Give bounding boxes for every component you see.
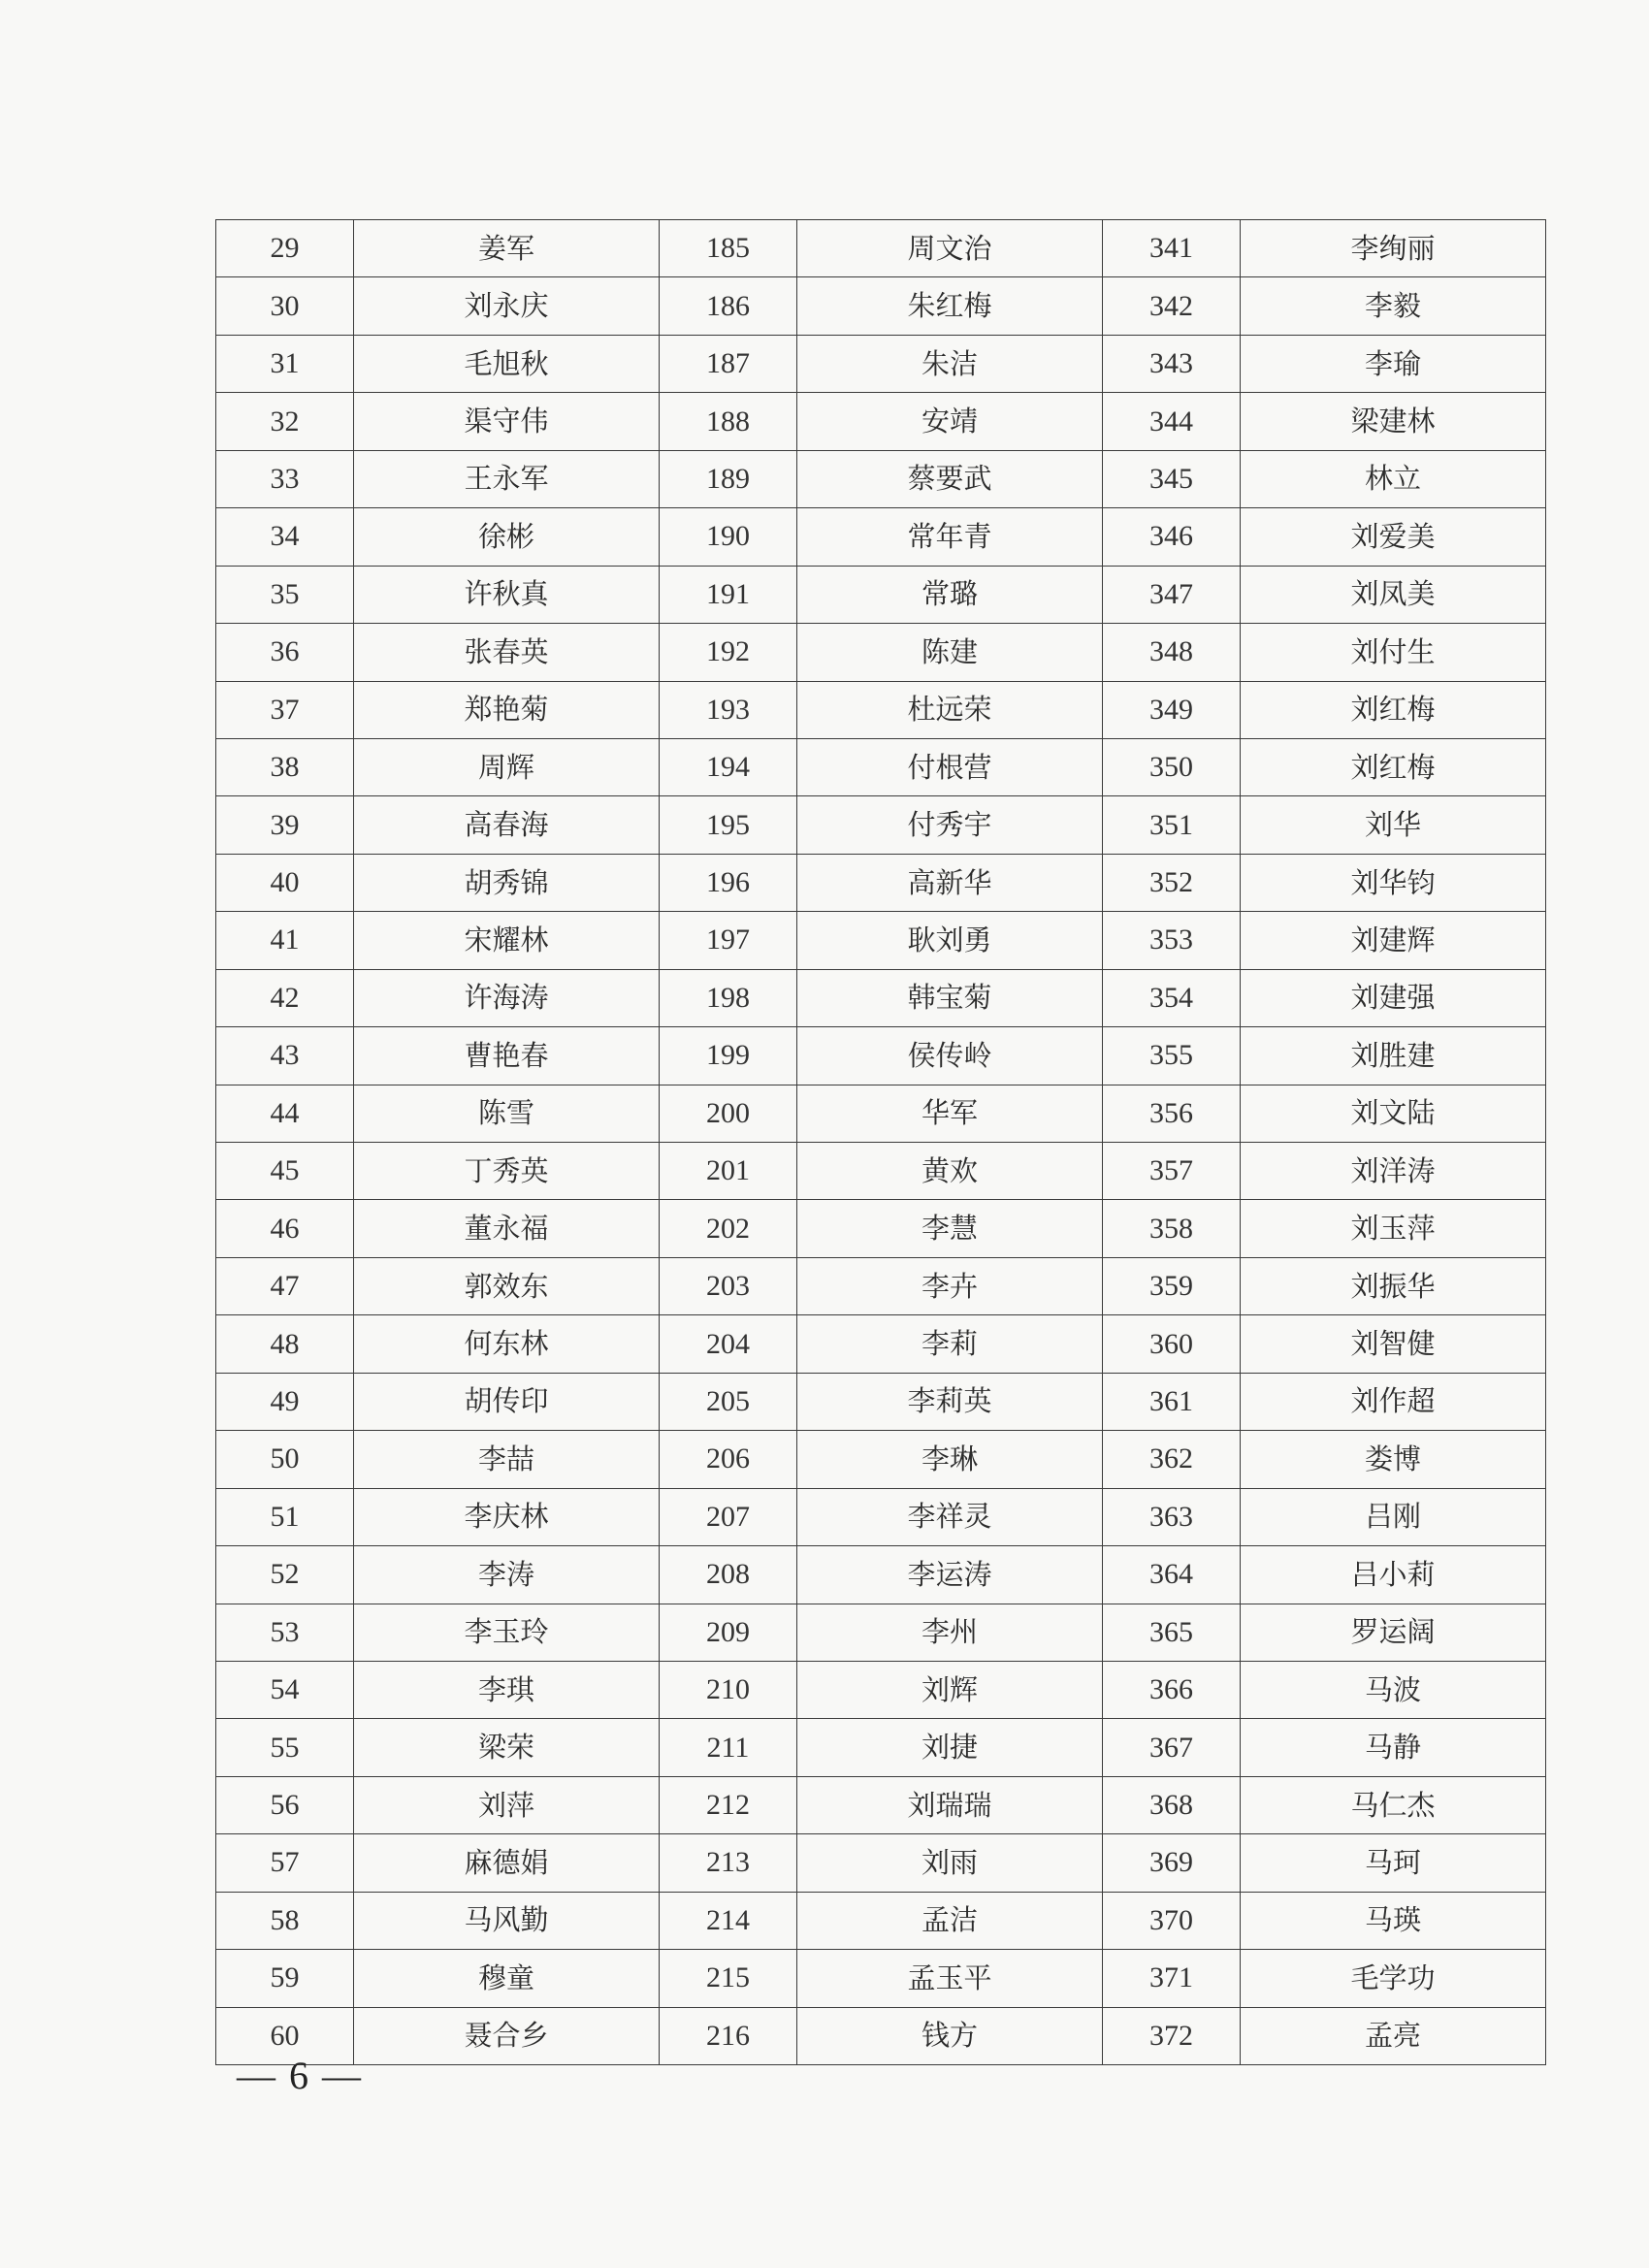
person-name-cell: 杜远荣: [797, 681, 1103, 738]
serial-number-cell: 186: [660, 277, 797, 335]
serial-number-cell: 194: [660, 738, 797, 795]
person-name-cell: 麻德娟: [354, 1834, 660, 1892]
serial-number-cell: 199: [660, 1027, 797, 1085]
person-name-cell: 付根营: [797, 738, 1103, 795]
table-row: [216, 1719, 1546, 1776]
person-name-cell: 梁荣: [354, 1719, 660, 1776]
serial-number-cell: 213: [660, 1834, 797, 1892]
table-row: [216, 1027, 1546, 1085]
person-name-cell: 李运涛: [797, 1546, 1103, 1604]
person-name-cell: 胡传印: [354, 1373, 660, 1430]
person-name-cell: 李瑜: [1241, 335, 1546, 392]
serial-number-cell: 32: [216, 393, 354, 450]
serial-number-cell: 190: [660, 508, 797, 566]
serial-number-cell: 50: [216, 1431, 354, 1488]
serial-number-cell: 191: [660, 566, 797, 623]
person-name-cell: 徐彬: [354, 508, 660, 566]
person-name-cell: 刘永庆: [354, 277, 660, 335]
serial-number-cell: 37: [216, 681, 354, 738]
serial-number-cell: 341: [1103, 220, 1241, 277]
serial-number-cell: 187: [660, 335, 797, 392]
serial-number-cell: 360: [1103, 1315, 1241, 1373]
serial-number-cell: 368: [1103, 1776, 1241, 1833]
serial-number-cell: 44: [216, 1085, 354, 1142]
serial-number-cell: 343: [1103, 335, 1241, 392]
serial-number-cell: 211: [660, 1719, 797, 1776]
serial-number-cell: 352: [1103, 854, 1241, 911]
person-name-cell: 罗运阔: [1241, 1604, 1546, 1661]
person-name-cell: 李涛: [354, 1546, 660, 1604]
table-row: [216, 624, 1546, 681]
serial-number-cell: 45: [216, 1143, 354, 1200]
table-row: [216, 738, 1546, 795]
serial-number-cell: 210: [660, 1661, 797, 1718]
serial-number-cell: 350: [1103, 738, 1241, 795]
person-name-cell: 马风勤: [354, 1892, 660, 1949]
table-row: [216, 969, 1546, 1026]
person-name-cell: 付秀宇: [797, 796, 1103, 854]
serial-number-cell: 209: [660, 1604, 797, 1661]
person-name-cell: 李莉: [797, 1315, 1103, 1373]
person-name-cell: 刘振华: [1241, 1257, 1546, 1314]
person-name-cell: 刘华: [1241, 796, 1546, 854]
person-name-cell: 安靖: [797, 393, 1103, 450]
serial-number-cell: 372: [1103, 2007, 1241, 2064]
table-row: [216, 1257, 1546, 1314]
person-name-cell: 李绚丽: [1241, 220, 1546, 277]
serial-number-cell: 49: [216, 1373, 354, 1430]
person-name-cell: 陈雪: [354, 1085, 660, 1142]
serial-number-cell: 36: [216, 624, 354, 681]
person-name-cell: 朱红梅: [797, 277, 1103, 335]
person-name-cell: 刘付生: [1241, 624, 1546, 681]
serial-number-cell: 369: [1103, 1834, 1241, 1892]
person-name-cell: 常璐: [797, 566, 1103, 623]
person-name-cell: 宋耀林: [354, 912, 660, 969]
table-row: [216, 1373, 1546, 1430]
person-name-cell: 高春海: [354, 796, 660, 854]
page-number: — 6 —: [237, 2054, 363, 2097]
serial-number-cell: 216: [660, 2007, 797, 2064]
serial-number-cell: 48: [216, 1315, 354, 1373]
person-name-cell: 张春英: [354, 624, 660, 681]
person-name-cell: 郭效东: [354, 1257, 660, 1314]
person-name-cell: 刘建辉: [1241, 912, 1546, 969]
person-name-cell: 周辉: [354, 738, 660, 795]
person-name-cell: 刘雨: [797, 1834, 1103, 1892]
serial-number-cell: 364: [1103, 1546, 1241, 1604]
table-row: [216, 450, 1546, 507]
person-name-cell: 李琪: [354, 1661, 660, 1718]
person-name-cell: 黄欢: [797, 1143, 1103, 1200]
person-name-cell: 李慧: [797, 1200, 1103, 1257]
serial-number-cell: 189: [660, 450, 797, 507]
serial-number-cell: 342: [1103, 277, 1241, 335]
person-name-cell: 穆童: [354, 1950, 660, 2007]
person-name-cell: 聂合乡: [354, 2007, 660, 2064]
person-name-cell: 胡秀锦: [354, 854, 660, 911]
table-row: [216, 1892, 1546, 1949]
serial-number-cell: 349: [1103, 681, 1241, 738]
serial-number-cell: 365: [1103, 1604, 1241, 1661]
person-name-cell: 刘红梅: [1241, 681, 1546, 738]
person-name-cell: 刘瑞瑞: [797, 1776, 1103, 1833]
person-name-cell: 刘辉: [797, 1661, 1103, 1718]
person-name-cell: 刘建强: [1241, 969, 1546, 1026]
person-name-cell: 马波: [1241, 1661, 1546, 1718]
person-name-cell: 姜军: [354, 220, 660, 277]
serial-number-cell: 367: [1103, 1719, 1241, 1776]
person-name-cell: 高新华: [797, 854, 1103, 911]
serial-number-cell: 43: [216, 1027, 354, 1085]
serial-number-cell: 206: [660, 1431, 797, 1488]
person-name-cell: 何东林: [354, 1315, 660, 1373]
serial-number-cell: 185: [660, 220, 797, 277]
person-name-cell: 李祥灵: [797, 1488, 1103, 1545]
serial-number-cell: 55: [216, 1719, 354, 1776]
person-name-cell: 娄博: [1241, 1431, 1546, 1488]
serial-number-cell: 362: [1103, 1431, 1241, 1488]
serial-number-cell: 371: [1103, 1950, 1241, 2007]
person-name-cell: 周文治: [797, 220, 1103, 277]
person-name-cell: 韩宝菊: [797, 969, 1103, 1026]
serial-number-cell: 196: [660, 854, 797, 911]
person-name-cell: 刘洋涛: [1241, 1143, 1546, 1200]
serial-number-cell: 33: [216, 450, 354, 507]
person-name-cell: 刘胜建: [1241, 1027, 1546, 1085]
serial-number-cell: 358: [1103, 1200, 1241, 1257]
person-name-cell: 刘智健: [1241, 1315, 1546, 1373]
serial-number-cell: 202: [660, 1200, 797, 1257]
serial-number-cell: 207: [660, 1488, 797, 1545]
person-name-cell: 孟玉平: [797, 1950, 1103, 2007]
serial-number-cell: 345: [1103, 450, 1241, 507]
person-name-cell: 梁建林: [1241, 393, 1546, 450]
serial-number-cell: 34: [216, 508, 354, 566]
name-list-body: [216, 220, 1546, 2065]
table-row: [216, 393, 1546, 450]
serial-number-cell: 192: [660, 624, 797, 681]
table-row: [216, 1661, 1546, 1718]
person-name-cell: 刘红梅: [1241, 738, 1546, 795]
table-row: [216, 681, 1546, 738]
person-name-cell: 吕小莉: [1241, 1546, 1546, 1604]
person-name-cell: 孟亮: [1241, 2007, 1546, 2064]
person-name-cell: 李莉英: [797, 1373, 1103, 1430]
table-row: [216, 1834, 1546, 1892]
serial-number-cell: 197: [660, 912, 797, 969]
person-name-cell: 许秋真: [354, 566, 660, 623]
table-row: [216, 1085, 1546, 1142]
person-name-cell: 李卉: [797, 1257, 1103, 1314]
table-row: [216, 1143, 1546, 1200]
person-name-cell: 侯传岭: [797, 1027, 1103, 1085]
serial-number-cell: 56: [216, 1776, 354, 1833]
person-name-cell: 吕刚: [1241, 1488, 1546, 1545]
serial-number-cell: 54: [216, 1661, 354, 1718]
serial-number-cell: 363: [1103, 1488, 1241, 1545]
serial-number-cell: 188: [660, 393, 797, 450]
serial-number-cell: 52: [216, 1546, 354, 1604]
serial-number-cell: 58: [216, 1892, 354, 1949]
serial-number-cell: 366: [1103, 1661, 1241, 1718]
table-row: [216, 854, 1546, 911]
serial-number-cell: 53: [216, 1604, 354, 1661]
serial-number-cell: 359: [1103, 1257, 1241, 1314]
serial-number-cell: 38: [216, 738, 354, 795]
serial-number-cell: 346: [1103, 508, 1241, 566]
serial-number-cell: 57: [216, 1834, 354, 1892]
person-name-cell: 刘爱美: [1241, 508, 1546, 566]
table-row: [216, 1315, 1546, 1373]
person-name-cell: 马瑛: [1241, 1892, 1546, 1949]
serial-number-cell: 51: [216, 1488, 354, 1545]
serial-number-cell: 215: [660, 1950, 797, 2007]
person-name-cell: 刘凤美: [1241, 566, 1546, 623]
serial-number-cell: 47: [216, 1257, 354, 1314]
serial-number-cell: 208: [660, 1546, 797, 1604]
serial-number-cell: 193: [660, 681, 797, 738]
person-name-cell: 刘捷: [797, 1719, 1103, 1776]
serial-number-cell: 41: [216, 912, 354, 969]
person-name-cell: 李玉玲: [354, 1604, 660, 1661]
person-name-cell: 马静: [1241, 1719, 1546, 1776]
person-name-cell: 李州: [797, 1604, 1103, 1661]
table-row: [216, 1604, 1546, 1661]
serial-number-cell: 348: [1103, 624, 1241, 681]
serial-number-cell: 46: [216, 1200, 354, 1257]
serial-number-cell: 35: [216, 566, 354, 623]
person-name-cell: 王永军: [354, 450, 660, 507]
person-name-cell: 毛学功: [1241, 1950, 1546, 2007]
person-name-cell: 陈建: [797, 624, 1103, 681]
serial-number-cell: 205: [660, 1373, 797, 1430]
person-name-cell: 华军: [797, 1085, 1103, 1142]
person-name-cell: 耿刘勇: [797, 912, 1103, 969]
table-row: [216, 912, 1546, 969]
person-name-cell: 钱方: [797, 2007, 1103, 2064]
person-name-cell: 刘玉萍: [1241, 1200, 1546, 1257]
serial-number-cell: 39: [216, 796, 354, 854]
table-row: [216, 1200, 1546, 1257]
serial-number-cell: 370: [1103, 1892, 1241, 1949]
serial-number-cell: 214: [660, 1892, 797, 1949]
person-name-cell: 李毅: [1241, 277, 1546, 335]
serial-number-cell: 203: [660, 1257, 797, 1314]
person-name-cell: 林立: [1241, 450, 1546, 507]
serial-number-cell: 212: [660, 1776, 797, 1833]
serial-number-cell: 198: [660, 969, 797, 1026]
person-name-cell: 马仁杰: [1241, 1776, 1546, 1833]
serial-number-cell: 40: [216, 854, 354, 911]
table-row: [216, 335, 1546, 392]
serial-number-cell: 356: [1103, 1085, 1241, 1142]
table-row: [216, 1431, 1546, 1488]
serial-number-cell: 60: [216, 2007, 354, 2064]
serial-number-cell: 353: [1103, 912, 1241, 969]
person-name-cell: 刘作超: [1241, 1373, 1546, 1430]
serial-number-cell: 31: [216, 335, 354, 392]
table-row: [216, 1776, 1546, 1833]
serial-number-cell: 195: [660, 796, 797, 854]
person-name-cell: 董永福: [354, 1200, 660, 1257]
table-row: [216, 2007, 1546, 2064]
person-name-cell: 李琳: [797, 1431, 1103, 1488]
table-row: [216, 796, 1546, 854]
serial-number-cell: 361: [1103, 1373, 1241, 1430]
serial-number-cell: 200: [660, 1085, 797, 1142]
serial-number-cell: 30: [216, 277, 354, 335]
serial-number-cell: 201: [660, 1143, 797, 1200]
serial-number-cell: 59: [216, 1950, 354, 2007]
serial-number-cell: 344: [1103, 393, 1241, 450]
person-name-cell: 孟洁: [797, 1892, 1103, 1949]
name-list-table: [215, 219, 1546, 2065]
person-name-cell: 李庆林: [354, 1488, 660, 1545]
table-row: [216, 220, 1546, 277]
serial-number-cell: 204: [660, 1315, 797, 1373]
table-row: [216, 277, 1546, 335]
person-name-cell: 刘文陆: [1241, 1085, 1546, 1142]
person-name-cell: 李喆: [354, 1431, 660, 1488]
table-row: [216, 566, 1546, 623]
person-name-cell: 丁秀英: [354, 1143, 660, 1200]
person-name-cell: 郑艳菊: [354, 681, 660, 738]
person-name-cell: 许海涛: [354, 969, 660, 1026]
serial-number-cell: 354: [1103, 969, 1241, 1026]
serial-number-cell: 351: [1103, 796, 1241, 854]
person-name-cell: 常年青: [797, 508, 1103, 566]
person-name-cell: 刘华钧: [1241, 854, 1546, 911]
serial-number-cell: 357: [1103, 1143, 1241, 1200]
table-row: [216, 1488, 1546, 1545]
person-name-cell: 曹艳春: [354, 1027, 660, 1085]
person-name-cell: 刘萍: [354, 1776, 660, 1833]
person-name-cell: 毛旭秋: [354, 335, 660, 392]
serial-number-cell: 355: [1103, 1027, 1241, 1085]
table-row: [216, 1546, 1546, 1604]
serial-number-cell: 29: [216, 220, 354, 277]
serial-number-cell: 347: [1103, 566, 1241, 623]
person-name-cell: 蔡要武: [797, 450, 1103, 507]
table-row: [216, 1950, 1546, 2007]
person-name-cell: 渠守伟: [354, 393, 660, 450]
table-row: [216, 508, 1546, 566]
person-name-cell: 朱洁: [797, 335, 1103, 392]
serial-number-cell: 42: [216, 969, 354, 1026]
person-name-cell: 马珂: [1241, 1834, 1546, 1892]
